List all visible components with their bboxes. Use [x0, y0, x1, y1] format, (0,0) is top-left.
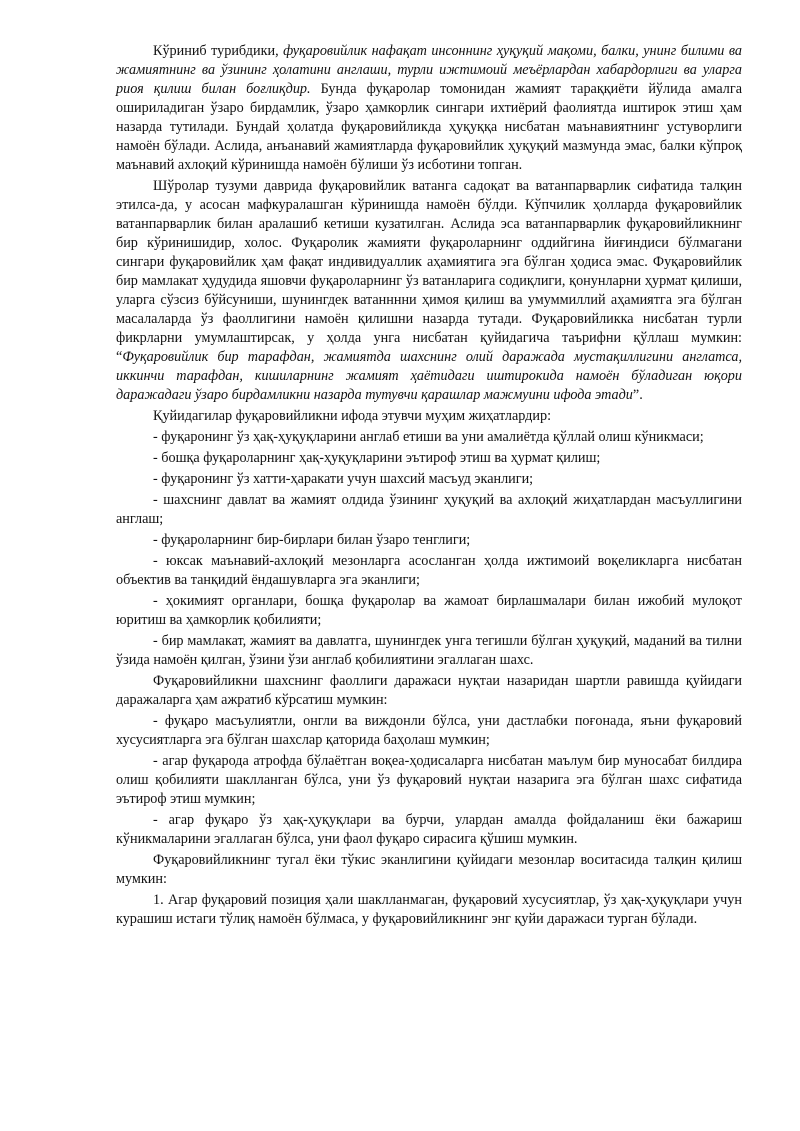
text-run: - юксак маънавий-ахлоқий мезонларга асосланган ҳолда ижтимоий воқеликларга нисбатан объектив ва танқидий ёндашувларга эга эканлиги; — [116, 553, 742, 588]
text-run: - шахснинг давлат ва жамият олдида ўзининг ҳуқуқий ва ахлоқий жиҳатлардан масъуллигини англаш; — [116, 492, 742, 527]
paragraph — [116, 42, 742, 175]
text-run: - агар фуқаро ўз ҳақ-ҳуқуқлари ва бурчи, улардан амалда фойдаланиш ёки бажариш кўникмаларини эгаллаган бўлса, уни фаол фуқаро сирасига қўшиш мумкин. — [116, 812, 742, 847]
list-item — [116, 449, 742, 468]
paragraph — [116, 407, 742, 426]
text-run: Фуқаровийликни шахснинг фаоллиги даражаси нуқтаи назаридан шартли равишда қуйидаги даражаларга ҳам ажратиб кўрсатиш мумкин: — [116, 673, 742, 708]
text-run: Кўриниб турибдики, — [153, 43, 284, 59]
text-run: - фуқаро масъулиятли, онгли ва виждонли бўлса, уни дастлабки поғонада, яъни фуқаровий хусусиятларга эга бўлган шахслар қаторида баҳолаш мумкин; — [116, 713, 742, 748]
text-run: - фуқаронинг ўз ҳақ-ҳуқуқларини англаб етиши ва уни амалиётда қўллай олиш кўникмаси; — [153, 429, 704, 445]
text-run: Шўролар тузуми даврида фуқаровийлик ватанга садоқат ва ватанпарварлик сифатида талқин этилса-да, у асосан мафкуралашган кўринишда намоён бўлди. Кўпчилик ҳолларда фуқаровийлик ватанпарварлик билан аралашиб кетиши кузатилган. Аслида эса ватанпарварлик фуқаровийликнинг бир кўринишидир, холос. Фуқаролик жамияти фуқароларнинг оддийгина йиғиндиси бўлмагани сингари фуқаровийлик ҳам фақат индивидуаллик аҳамиятига эга бўлган ҳодиса эмас. Фуқаровийлик бир мамлакат ҳудудида яшовчи фуқароларнинг ўз ватанларига содиқлиги, қонунларни ҳурмат қилиши, уларга сўзсиз бўйсуниши, шунингдек ватанннни ҳимоя қилиш ва умуммиллий аҳамиятга эга бўлган масалаларда ўз фаоллигини намоён қилишни назарда тутади. Фуқаровийликка нисбатан турли фикрларни умумлаштирсак, у ҳолда унга нисбатан қуйидагича таърифни қўллаш мумкин: “ — [116, 178, 742, 365]
italic-text: Фуқаровийлик бир тарафдан, жамиятда шахснинг олий даражада мустақиллигини англатса, иккинчи тарафдан, кишиларнинг жамият ҳаётидаги иштирокида намоён бўладиган юқори даражадаги ўзаро бирдамликни назарда тутувчи қарашлар мажмуини ифода этади — [116, 349, 742, 403]
text-run: - бошқа фуқароларнинг ҳақ-ҳуқуқларини эътироф этиш ва ҳурмат қилиш; — [153, 450, 601, 466]
italic-text: фуқаровийлик нафақат инсоннинг ҳуқуқий мақоми, балки, унинг билими ва жамиятнинг ва ўзининг ҳолатини англаши, турли ижтимоий меъёрлардан хабардорлиги ва уларга риоя қилиш билан боғлиқдир. — [116, 43, 742, 97]
paragraph — [116, 851, 742, 889]
text-run: - фуқароларнинг бир-бирлари билан ўзаро тенглиги; — [153, 532, 471, 548]
text-run: ”. — [632, 387, 643, 403]
text-run: - фуқаронинг ўз хатти-ҳаракати учун шахсий масъуд эканлиги; — [153, 471, 534, 487]
list-item — [116, 552, 742, 590]
list-item — [116, 428, 742, 447]
text-run: Бунда фуқаролар томонидан жамият тараққиёти йўлида амалга ошириладиган ўзаро бирдамлик, ўзаро ҳамкорлик сингари ихтиёрий фаолиятда иштирок этиш ҳам назарда тутилади. Бундай ҳолатда фуқаровийликда ҳуқуққа нисбатан маънавиятнинг устуворлиги намоён бўлади. Аслида, анъанавий жамиятларда фуқаровийлик ҳуқуқий мазмунда эмас, балки кўпроқ маънавий ахлоқий кўринишда намоён бўлиши ўз исботини топган. — [116, 81, 742, 173]
list-item — [116, 811, 742, 849]
text-run: Фуқаровийликнинг тугал ёки тўкис эканлигини қуйидаги мезонлар воситасида талқин қилиш мумкин: — [116, 852, 742, 887]
paragraph — [116, 672, 742, 710]
text-run: - ҳокимият органлари, бошқа фуқаролар ва жамоат бирлашмалари билан ижобий мулоқот юритиш ва ҳамкорлик қобилияти; — [116, 593, 742, 628]
text-run: 1. Агар фуқаровий позиция ҳали шаклланмаган, фуқаровий хусусиятлар, ўз ҳақ-ҳуқуқлари учун курашиш истаги тўлиқ намоён бўлмаса, у фуқаровийликнинг энг қуйи даражаси турган бўлади. — [116, 892, 742, 927]
list-item — [116, 491, 742, 529]
document-body — [116, 42, 742, 929]
text-run: Қуйидагилар фуқаровийликни ифода этувчи муҳим жиҳатлардир: — [153, 408, 552, 424]
list-item — [116, 531, 742, 550]
list-item — [116, 632, 742, 670]
paragraph — [116, 891, 742, 929]
list-item — [116, 752, 742, 809]
text-run: - агар фуқарода атрофда бўлаётган воқеа-ҳодисаларга нисбатан маълум бир муносабат билдира олиш қобилияти шаклланган бўлса, уни ўз фуқаровий нуқтаи назарига эга бўлган шахс сифатида эътироф этиш мумкин; — [116, 753, 742, 807]
paragraph — [116, 177, 742, 405]
list-item — [116, 592, 742, 630]
list-item — [116, 470, 742, 489]
list-item — [116, 712, 742, 750]
text-run: - бир мамлакат, жамият ва давлатга, шунингдек унга тегишли бўлган ҳуқуқий, маданий ва тилни ўзида намоён қилган, ўзини ўзи англаб қобилиятини эгаллаган шахс. — [116, 633, 742, 668]
